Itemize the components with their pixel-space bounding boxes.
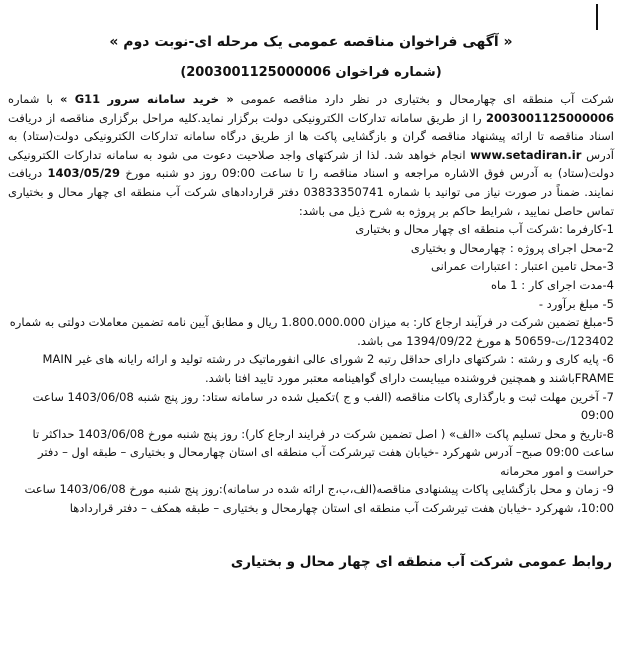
condition-item: 2-محل اجرای پروژه : چهارمحال و بختیاری bbox=[410, 240, 614, 255]
public-relations-signature: روابط عمومی شرکت آب منطقه ای چهار محال و بختیاری bbox=[230, 553, 612, 570]
condition-item: 4-مدت اجرای کار : 1 ماه bbox=[490, 277, 614, 292]
website-link[interactable]: www.setadiran.ir bbox=[470, 147, 582, 162]
tender-number: 2003001125000006 bbox=[485, 110, 614, 125]
tender-notice bbox=[8, 8, 614, 572]
condition-item: 5-مبلغ تضمین شرکت در فرآیند ارجاع کار: به میزان 1.800.000.000 ریال و مطابق آیین نامه تضمین معاملات دولتی به شماره 123402/ت-50659 ﻫ مورخ 1394/09/22 می باشد. bbox=[9, 315, 614, 348]
notice-number: (شماره فراخوان 2003001125000006) bbox=[180, 65, 442, 80]
condition-item: 3-محل تامین اعتبار : اعتبارات عمرانی bbox=[431, 259, 614, 274]
intro-part-2: با شماره bbox=[8, 92, 54, 106]
project-name: « خرید سامانه سرور G11 » bbox=[60, 92, 234, 106]
intro-part-1: شرکت آب منطقه ای چهارمحال و بختیاری در نظر دارد مناقصه عمومی bbox=[240, 92, 615, 106]
condition-item: 5- مبلغ برآورد - bbox=[538, 296, 614, 311]
notice-title: « آگهی فراخوان مناقصه عمومی یک مرحله ای-نوبت دوم » bbox=[109, 34, 513, 50]
condition-item: 8-تاریخ و محل تسلیم پاکت «الف» ( اصل تضمین شرکت در فرایند ارجاع کار): روز پنج شنبه مورخ 1403/06/08 حداکثر تا ساعت 09:00 صبح– آدرس شهرکرد -خیابان هفت تیرشرکت آب منطقه ای استان چهارمحال و بختیاری – طبقه اول – دفتر حراست و امور محرمانه bbox=[32, 426, 614, 478]
intro-part-5: دریافت نمایند. ضمناً در صورت نیاز می توانید با شماره 03833350741 دفتر قراردادهای شرکت آب منطقه ای چهار محال و بختیاری تماس حاصل نمایید ، شرایط حاکم بر پروژه به شرح ذیل می باشد: bbox=[8, 166, 615, 218]
intro-part-4: انجام خواهد شد. لذا از شرکتهای واجد صلاحیت دعوت می شود به سامانه تدارکات الکترونیکی دولت(ستاد) به آدرس فوق الاشاره مراجعه و اسناد مناقصه را تا ساعت 09:00 روز دو شنبه مورخ bbox=[8, 147, 615, 181]
intro-part-3: را از طریق سامانه تدارکات الکترونیکی دولت برگزار نماید.کلیه مراحل برگزاری مناقصه از دریافت اسناد مناقصه تا ارائه پیشنهاد مناقصه گران و بازگشایی پاکت ها از طریق درگاه سامانه تدارکات الکترونیکی دولت(ستاد) به آدرس bbox=[8, 110, 615, 162]
intro-paragraph bbox=[8, 90, 614, 220]
condition-item: 9- زمان و محل بازگشایی پاکات پیشنهادی مناقصه(الف،ب،ج ارائه شده در سامانه):روز پنج شنبه مورخ 1403/06/08 ساعت 10:00، شهرکرد -خیابان هفت تیرشرکت آب منطقه ای استان چهارمحال و بختیاری – طبقه همکف – دفتر قراردادها bbox=[24, 482, 614, 516]
condition-item: 1-کارفرما :شرکت آب منطقه ای چهار محال و بختیاری bbox=[355, 222, 614, 237]
condition-item: 6- پایه کاری و رشته : شرکتهای دارای حداقل رتبه 2 شورای عالی انفورماتیک در رشته تولید و ارائه رایانه های غیر MAIN FRAMEباشند و همچنین فروشنده میبایست دارای گواهینامه معتبر مورد تایید افتا باشد. bbox=[42, 352, 614, 385]
condition-item: 7- آخرین مهلت ثبت و بارگذاری پاکات مناقصه (الفب و ج )تکمیل شده در سامانه ستاد: روز پنج شنبه 1403/06/08 ساعت 09:00 bbox=[32, 389, 614, 423]
deadline-date: 1403/05/29 bbox=[47, 166, 120, 181]
